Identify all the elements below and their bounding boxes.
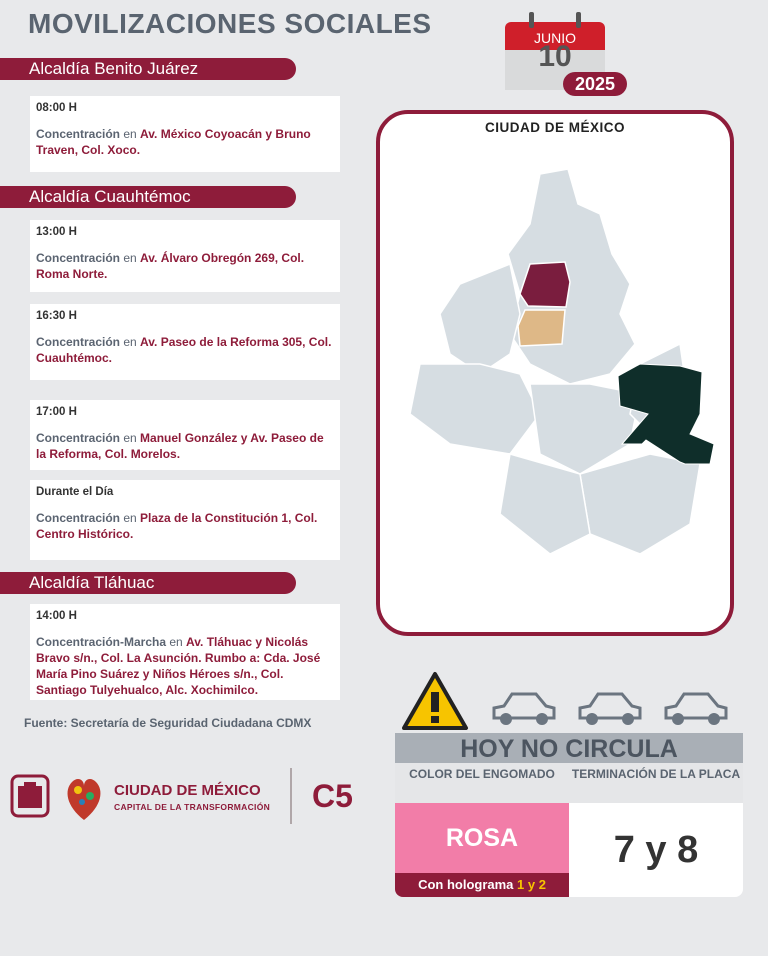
logos [10,764,360,828]
col-label-plate: TERMINACIÓN DE LA PLACA [571,767,741,781]
map-district [580,454,700,554]
event-card [30,604,340,700]
calendar-icon [505,12,616,94]
map-district [440,264,520,374]
car-icon [660,688,730,728]
divider [290,768,292,824]
car-icon [574,688,644,728]
event-description: Concentración en Av. Álvaro Obregón 269, Col. Roma Norte. [36,251,305,281]
source-credit: Fuente: Secretaría de Seguridad Ciudadana CDMX [24,716,312,730]
calendar-month: JUNIO [505,22,605,50]
event-card [30,400,340,470]
event-time: 08:00 H [36,102,77,114]
city-name: CIUDAD DE MÉXICO [114,782,261,799]
event-card [30,220,340,292]
event-description: Concentración en Av. Paseo de la Reforma 305, Col. Cuauhtémoc. [36,335,332,365]
event-description: Concentración-Marcha en Av. Tláhuac y Nicolás Bravo s/n., Col. La Asunción. Rumbo a: Cda. José María Pino Suárez y Niños Héroes s/n., Col. Santiago Tulyehualco, Alc. Xochimilco. [36,635,321,697]
calendar-day: 10 [538,40,572,73]
map-district-benito-juarez [518,310,565,346]
plate-endings: 7 y 8 [569,803,743,897]
event-time: 16:30 H [36,310,77,322]
event-time: 14:00 H [36,610,77,622]
event-description: Concentración en Av. México Coyoacán y Bruno Traven, Col. Xoco. [36,127,311,157]
city-tagline: CAPITAL DE LA TRANSFORMACIÓN [114,802,271,812]
event-card [30,96,340,172]
map-district [410,364,540,454]
c5-logo: C5 [312,778,353,814]
section-cuauhtemoc: Alcaldía Cuauhtémoc [0,186,296,208]
hoy-no-circula-labels [395,763,743,803]
page-title: MOVILIZACIONES SOCIALES [28,8,432,39]
warning-icon [400,670,470,732]
calendar-year: 2025 [563,72,627,96]
event-time: 17:00 H [36,406,77,418]
event-description: Concentración en Plaza de la Constitución 1, Col. Centro Histórico. [36,511,318,541]
section-benito-juarez: Alcaldía Benito Juárez [0,58,296,80]
col-label-color: COLOR DEL ENGOMADO [409,767,555,781]
event-time: Durante el Día [36,486,114,498]
hologram-note: Con holograma 1 y 2 [395,873,569,897]
event-card [30,480,340,560]
heart-logo-icon [62,768,106,824]
cdmx-map [376,110,734,636]
event-description: Concentración en Manuel González y Av. Paseo de la Reforma, Col. Morelos. [36,431,324,461]
car-icon [488,688,558,728]
section-tlahuac: Alcaldía Tláhuac [0,572,296,594]
event-card [30,304,340,380]
event-time: 13:00 H [36,226,77,238]
hoy-no-circula-heading: HOY NO CIRCULA [395,733,743,763]
coat-of-arms-icon [10,774,50,818]
sticker-color: ROSA [395,803,569,873]
map-title: CIUDAD DE MÉXICO [484,120,625,135]
